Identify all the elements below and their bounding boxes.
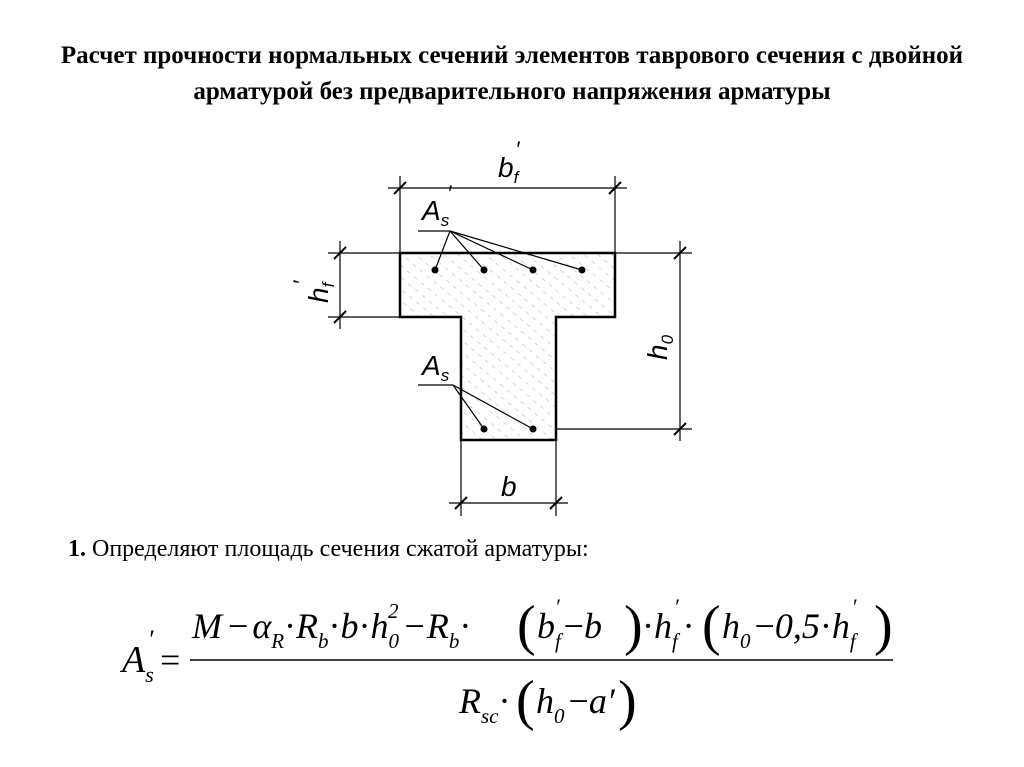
svg-text:hf′: $h_f'$ [289,280,338,303]
formula-bf-term: $b_f' -b$ [537,594,602,653]
t-section-outline [400,253,615,440]
paren-close: ) [624,595,643,657]
paren-open: ( [517,595,536,657]
formula-h0-term: $h_0 -0,5\cdot h_f'$ [722,594,857,653]
label-b: b [501,471,517,502]
paren-open: ( [702,595,721,657]
formula-denominator: $R_{sc}\cdot$ [459,681,511,728]
label-h0 [642,334,677,360]
step-line [68,536,589,563]
paren-open: ( [516,670,535,732]
step-number: 1. [68,536,86,562]
label-hf [289,280,338,303]
dimension-hf [328,241,400,329]
formula-lhs: $A_s'$ [122,625,154,687]
label-As-prime: $A_s'$ [422,181,452,230]
svg-text:h0: $h_0$ [642,334,677,360]
label-As: $A_s$ [422,350,450,385]
formula-equals: = [160,640,181,680]
step-text: Определяют площадь сечения сжатой арматуры: [92,536,589,562]
label-bf: $b_f'$ [498,137,520,187]
formula-den-inner: $h_0 -a'$ [536,681,615,728]
formula [119,594,893,732]
slide-title: Расчет прочности нормальных сечений элементов таврового сечения с двойной арматурой без предварительного напряжения арматуры [60,42,964,105]
formula-hf-term: $\cdot h_f'$ · [642,594,695,653]
paren-close: ) [874,595,893,657]
formula-numerator: $M - \alpha_R\cdot R_b\cdot b\cdot h_02 -R_b\cdot$ [192,599,472,653]
paren-close: ) [618,670,637,732]
